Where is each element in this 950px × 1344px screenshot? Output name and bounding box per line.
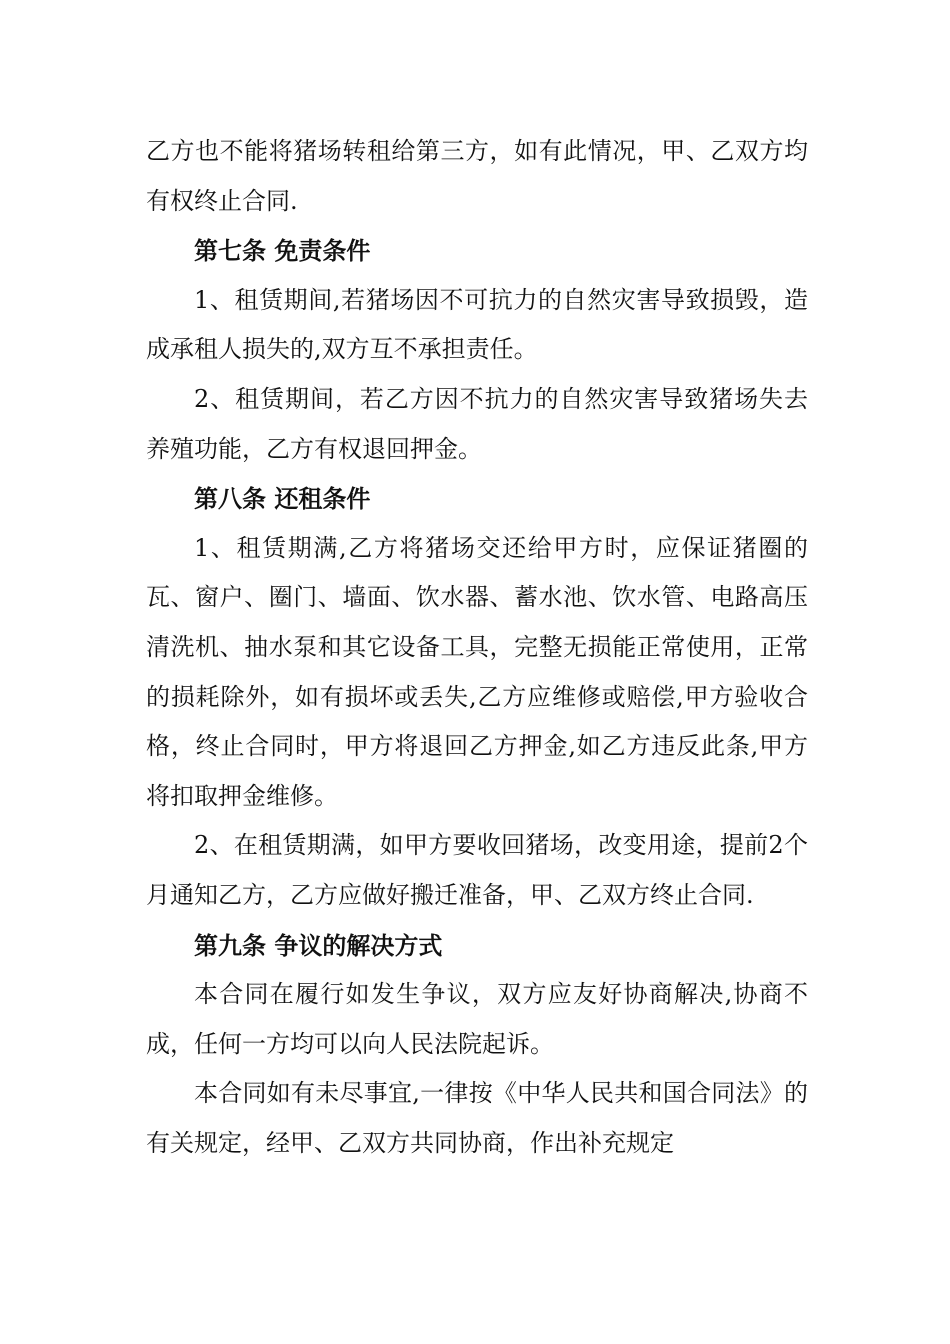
heading-article-8: 第八条 还租条件 bbox=[194, 484, 371, 514]
paragraph-article-7-item-1: 1、租赁期间,若猪场因不可抗力的自然灾害导致损毁，造成承租人损失的,双方互不承担责任。 bbox=[146, 285, 808, 364]
paragraph-sublease-clause: 乙方也不能将猪场转租给第三方，如有此情况，甲、乙双方均有权终止合同. bbox=[146, 137, 808, 215]
paragraph-article-7-item-2: 2、租赁期间，若乙方因不抗力的自然灾害导致猪场失去养殖功能，乙方有权退回押金。 bbox=[146, 384, 808, 463]
document-body bbox=[146, 127, 808, 1168]
paragraph-article-9-item-1: 本合同在履行如发生争议，双方应友好协商解决,协商不成，任何一方均可以向人民法院起诉。 bbox=[146, 980, 808, 1058]
heading-article-9: 第九条 争议的解决方式 bbox=[194, 930, 443, 960]
paragraph-article-8-item-2: 2、在租赁期满，如甲方要收回猪场，改变用途，提前2个月通知乙方，乙方应做好搬迁准备，甲、乙双方终止合同. bbox=[146, 831, 808, 909]
heading-article-7: 第七条 免责条件 bbox=[194, 236, 371, 266]
paragraph-article-9-item-2: 本合同如有未尽事宜,一律按《中华人民共和国合同法》的有关规定，经甲、乙双方共同协商，作出补充规定 bbox=[146, 1079, 808, 1157]
paragraph-article-8-item-1: 1、租赁期满,乙方将猪场交还给甲方时，应保证猪圈的瓦、窗户、圈门、墙面、饮水器、蓄水池、饮水管、电路高压清洗机、抽水泵和其它设备工具，完整无损能正常使用，正常的损耗除外，如有损坏或丢失,乙方应维修或赔偿,甲方验收合格，终止合同时，甲方将退回乙方押金,如乙方违反此条,甲方将扣取押金维修。 bbox=[146, 533, 808, 810]
